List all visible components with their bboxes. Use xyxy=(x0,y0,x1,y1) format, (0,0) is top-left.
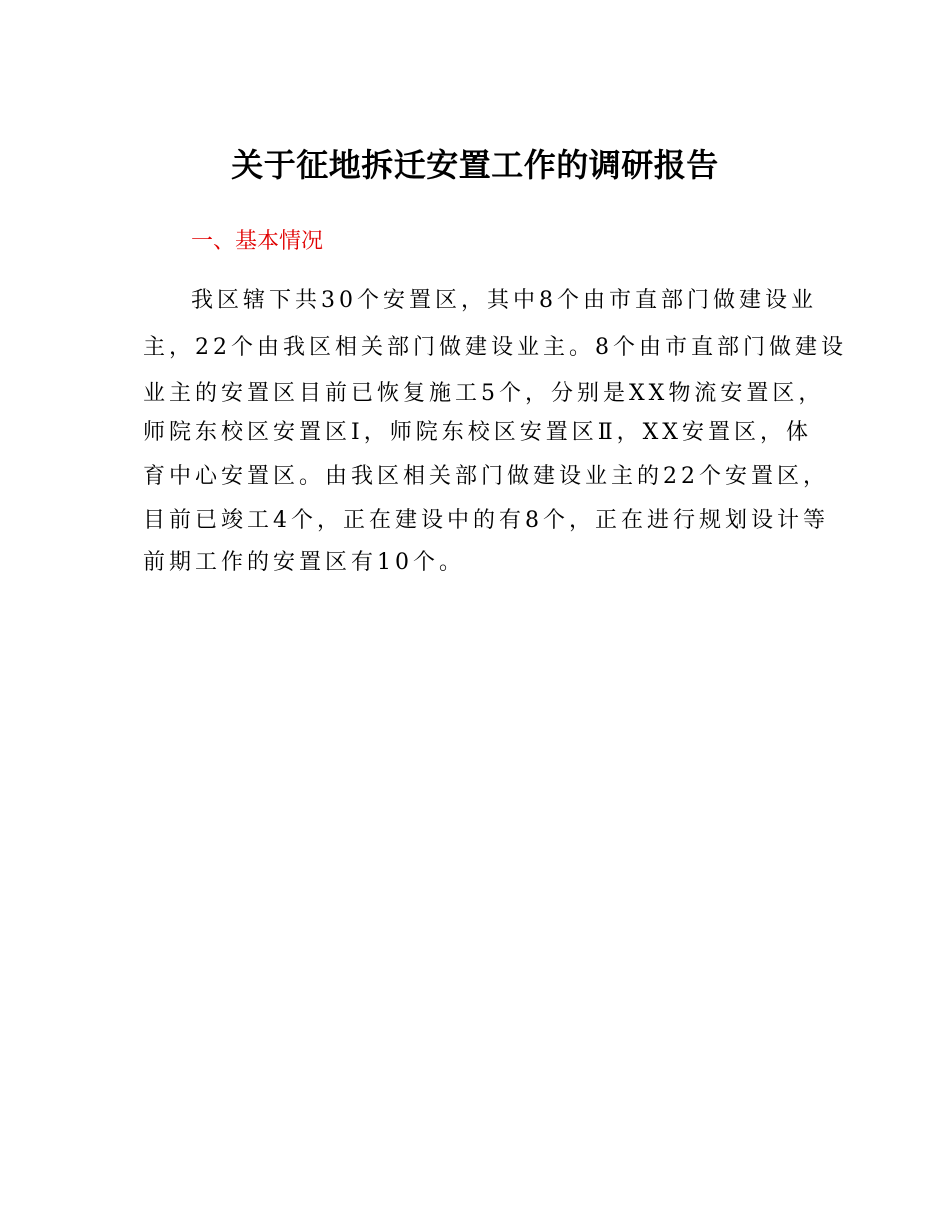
paragraph-line: 业主的安置区目前已恢复施工5个，分别是XX物流安置区， xyxy=(143,381,825,406)
section-heading: 一、基本情况 xyxy=(191,229,324,254)
paragraph-line: 前期工作的安置区有10个。 xyxy=(143,550,465,575)
paragraph-line: 目前已竣工4个，正在建设中的有8个，正在进行规划设计等 xyxy=(143,508,829,533)
paragraph-line: 师院东校区安置区Ⅰ，师院东校区安置区Ⅱ，XX安置区，体 xyxy=(143,420,812,445)
paragraph-line: 育中心安置区。由我区相关部门做建设业主的22个安置区， xyxy=(143,464,829,489)
paragraph-line: 我区辖下共30个安置区，其中8个由市直部门做建设业 xyxy=(191,288,817,313)
document-title: 关于征地拆迁安置工作的调研报告 xyxy=(231,146,719,184)
paragraph-line: 主，22个由我区相关部门做建设业主。8个由市直部门做建设 xyxy=(143,335,847,360)
